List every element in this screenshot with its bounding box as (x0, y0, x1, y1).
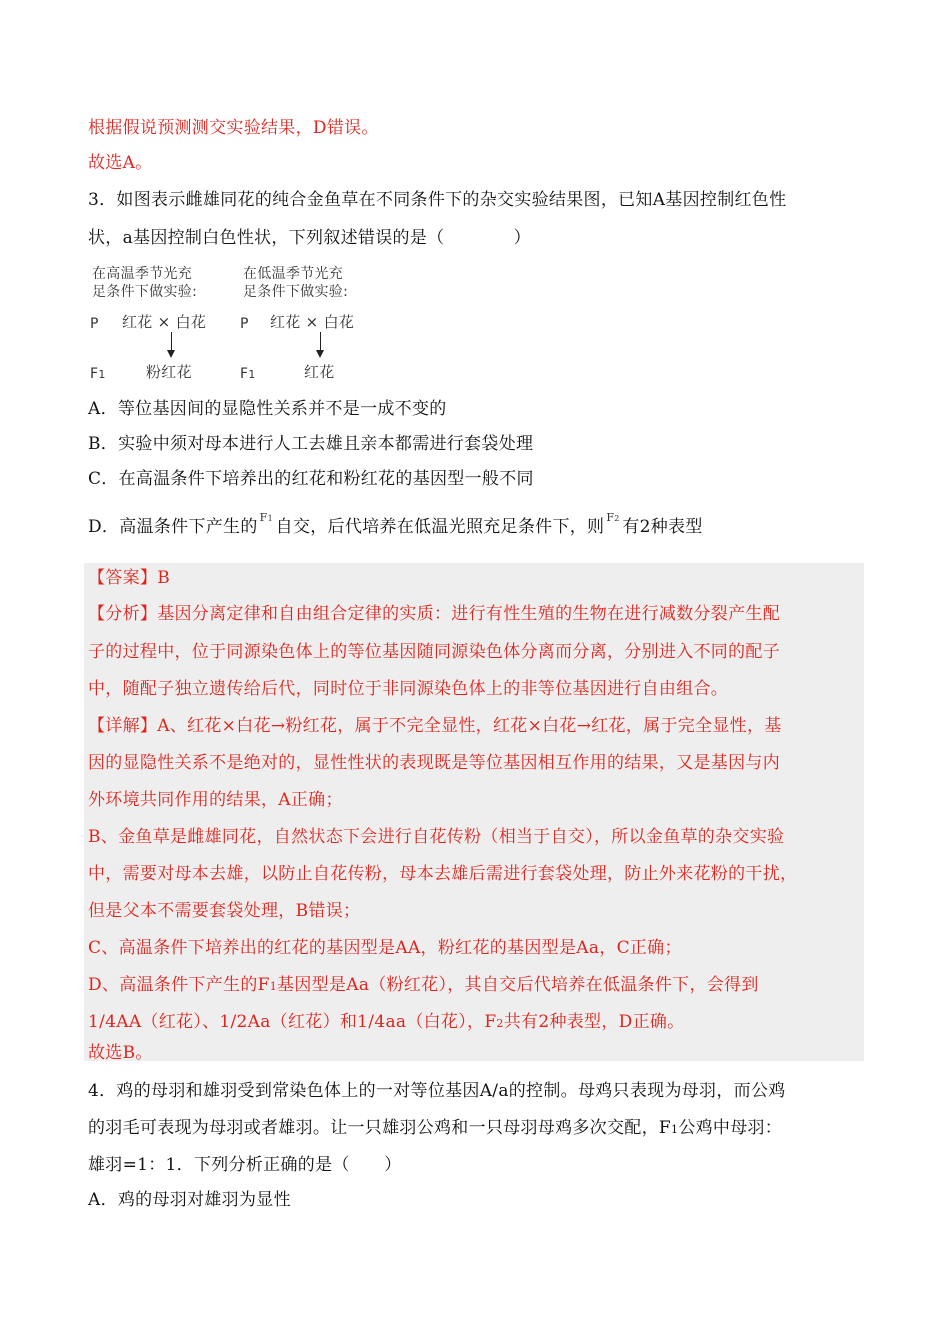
left-condition-line1: 在高温季节光充 (92, 266, 193, 282)
left-f1-label: F1 (90, 366, 106, 382)
answer-label: 【答案】B (88, 568, 170, 588)
right-condition-line1: 在低温季节光充 (243, 266, 344, 282)
right-f1-result: 红花 (304, 363, 335, 381)
answer-choice: 故选B。 (88, 1043, 153, 1063)
q3-stem-line2: 状，a基因控制白色性状，下列叙述错误的是（ ） (88, 228, 531, 248)
prev-conclusion: 根据假说预测测交实验结果，D错误。 (88, 118, 379, 138)
right-parent-cross: 红花 × 白花 (270, 313, 355, 331)
prev-choice: 故选A。 (88, 153, 153, 173)
detail-b-line3: 但是父本不需要套袋处理，B错误； (88, 901, 361, 921)
detail-line2: 因的显隐性关系不是绝对的，显性性状的表现既是等位基因相互作用的结果，又是基因与内 (88, 753, 780, 773)
q4-stem-line1: 4．鸡的母羽和雄羽受到常染色体上的一对等位基因A/a的控制。母鸡只表现为母羽，而公鸡 (88, 1081, 786, 1101)
right-f1-label: F1 (240, 366, 256, 382)
detail-line1: 【详解】A、红花×白花→粉红花，属于不完全显性，红花×白花→红花，属于完全显性，基 (88, 716, 782, 736)
q3-option-c: C．在高温条件下培养出的红花和粉红花的基因型一般不同 (88, 469, 534, 489)
analysis-line3: 中，随配子独立遗传给后代，同时位于非同源染色体上的非等位基因进行自由组合。 (88, 679, 729, 699)
q3-option-a: A．等位基因间的显隐性关系并不是一成不变的 (88, 399, 447, 419)
q3-stem-line1: 3．如图表示雌雄同花的纯合金鱼草在不同条件下的杂交实验结果图，已知A基因控制红色性 (88, 190, 787, 210)
right-cross-arrow (320, 332, 321, 356)
q4-stem-line2: 的羽毛可表现为母羽或者雄羽。让一只雄羽公鸡和一只母羽母鸡多次交配，F1公鸡中母羽： (88, 1118, 783, 1138)
detail-b-line1: B、金鱼草是雌雄同花，自然状态下会进行自花传粉（相当于自交），所以金鱼草的杂交实验 (88, 827, 785, 847)
left-parent-cross: 红花 × 白花 (122, 313, 207, 331)
q3-option-d: D．高温条件下产生的 F1 自交，后代培养在低温光照充足条件下，则 F2 有2种表型 (88, 511, 703, 537)
left-cross-arrow (171, 332, 172, 356)
left-f1-result: 粉红花 (146, 363, 192, 381)
q4-option-a: A．鸡的母羽对雄羽为显性 (88, 1190, 291, 1210)
detail-line3: 外环境共同作用的结果，A正确； (88, 790, 343, 810)
detail-c-line: C、高温条件下培养出的红花的基因型是AA，粉红花的基因型是Aa，C正确； (88, 938, 682, 958)
left-condition-line2: 足条件下做实验: (92, 284, 198, 300)
right-condition-line2: 足条件下做实验: (243, 284, 349, 300)
right-p-label: P (240, 316, 249, 332)
detail-d-line2: 1/4AA（红花）、1/2Aa（红花）和1/4aa（白花），F2共有2种表型，D正确。 (88, 1012, 685, 1032)
q3-option-b: B．实验中须对母本进行人工去雄且亲本都需进行套袋处理 (88, 434, 534, 454)
left-p-label: P (90, 316, 99, 332)
detail-d-line1: D、高温条件下产生的F1基因型是Aa（粉红花），其自交后代培养在低温条件下，会得到 (88, 975, 759, 995)
analysis-line1: 【分析】基因分离定律和自由组合定律的实质：进行有性生殖的生物在进行减数分裂产生配 (88, 604, 780, 624)
q4-stem-line3: 雄羽=1：1．下列分析正确的是（ ） (88, 1155, 402, 1175)
analysis-line2: 子的过程中，位于同源染色体上的等位基因随同源染色体分离而分离，分别进入不同的配子 (88, 642, 780, 662)
detail-b-line2: 中，需要对母本去雄，以防止自花传粉，母本去雄后需进行套袋处理，防止外来花粉的干扰， (88, 864, 798, 884)
